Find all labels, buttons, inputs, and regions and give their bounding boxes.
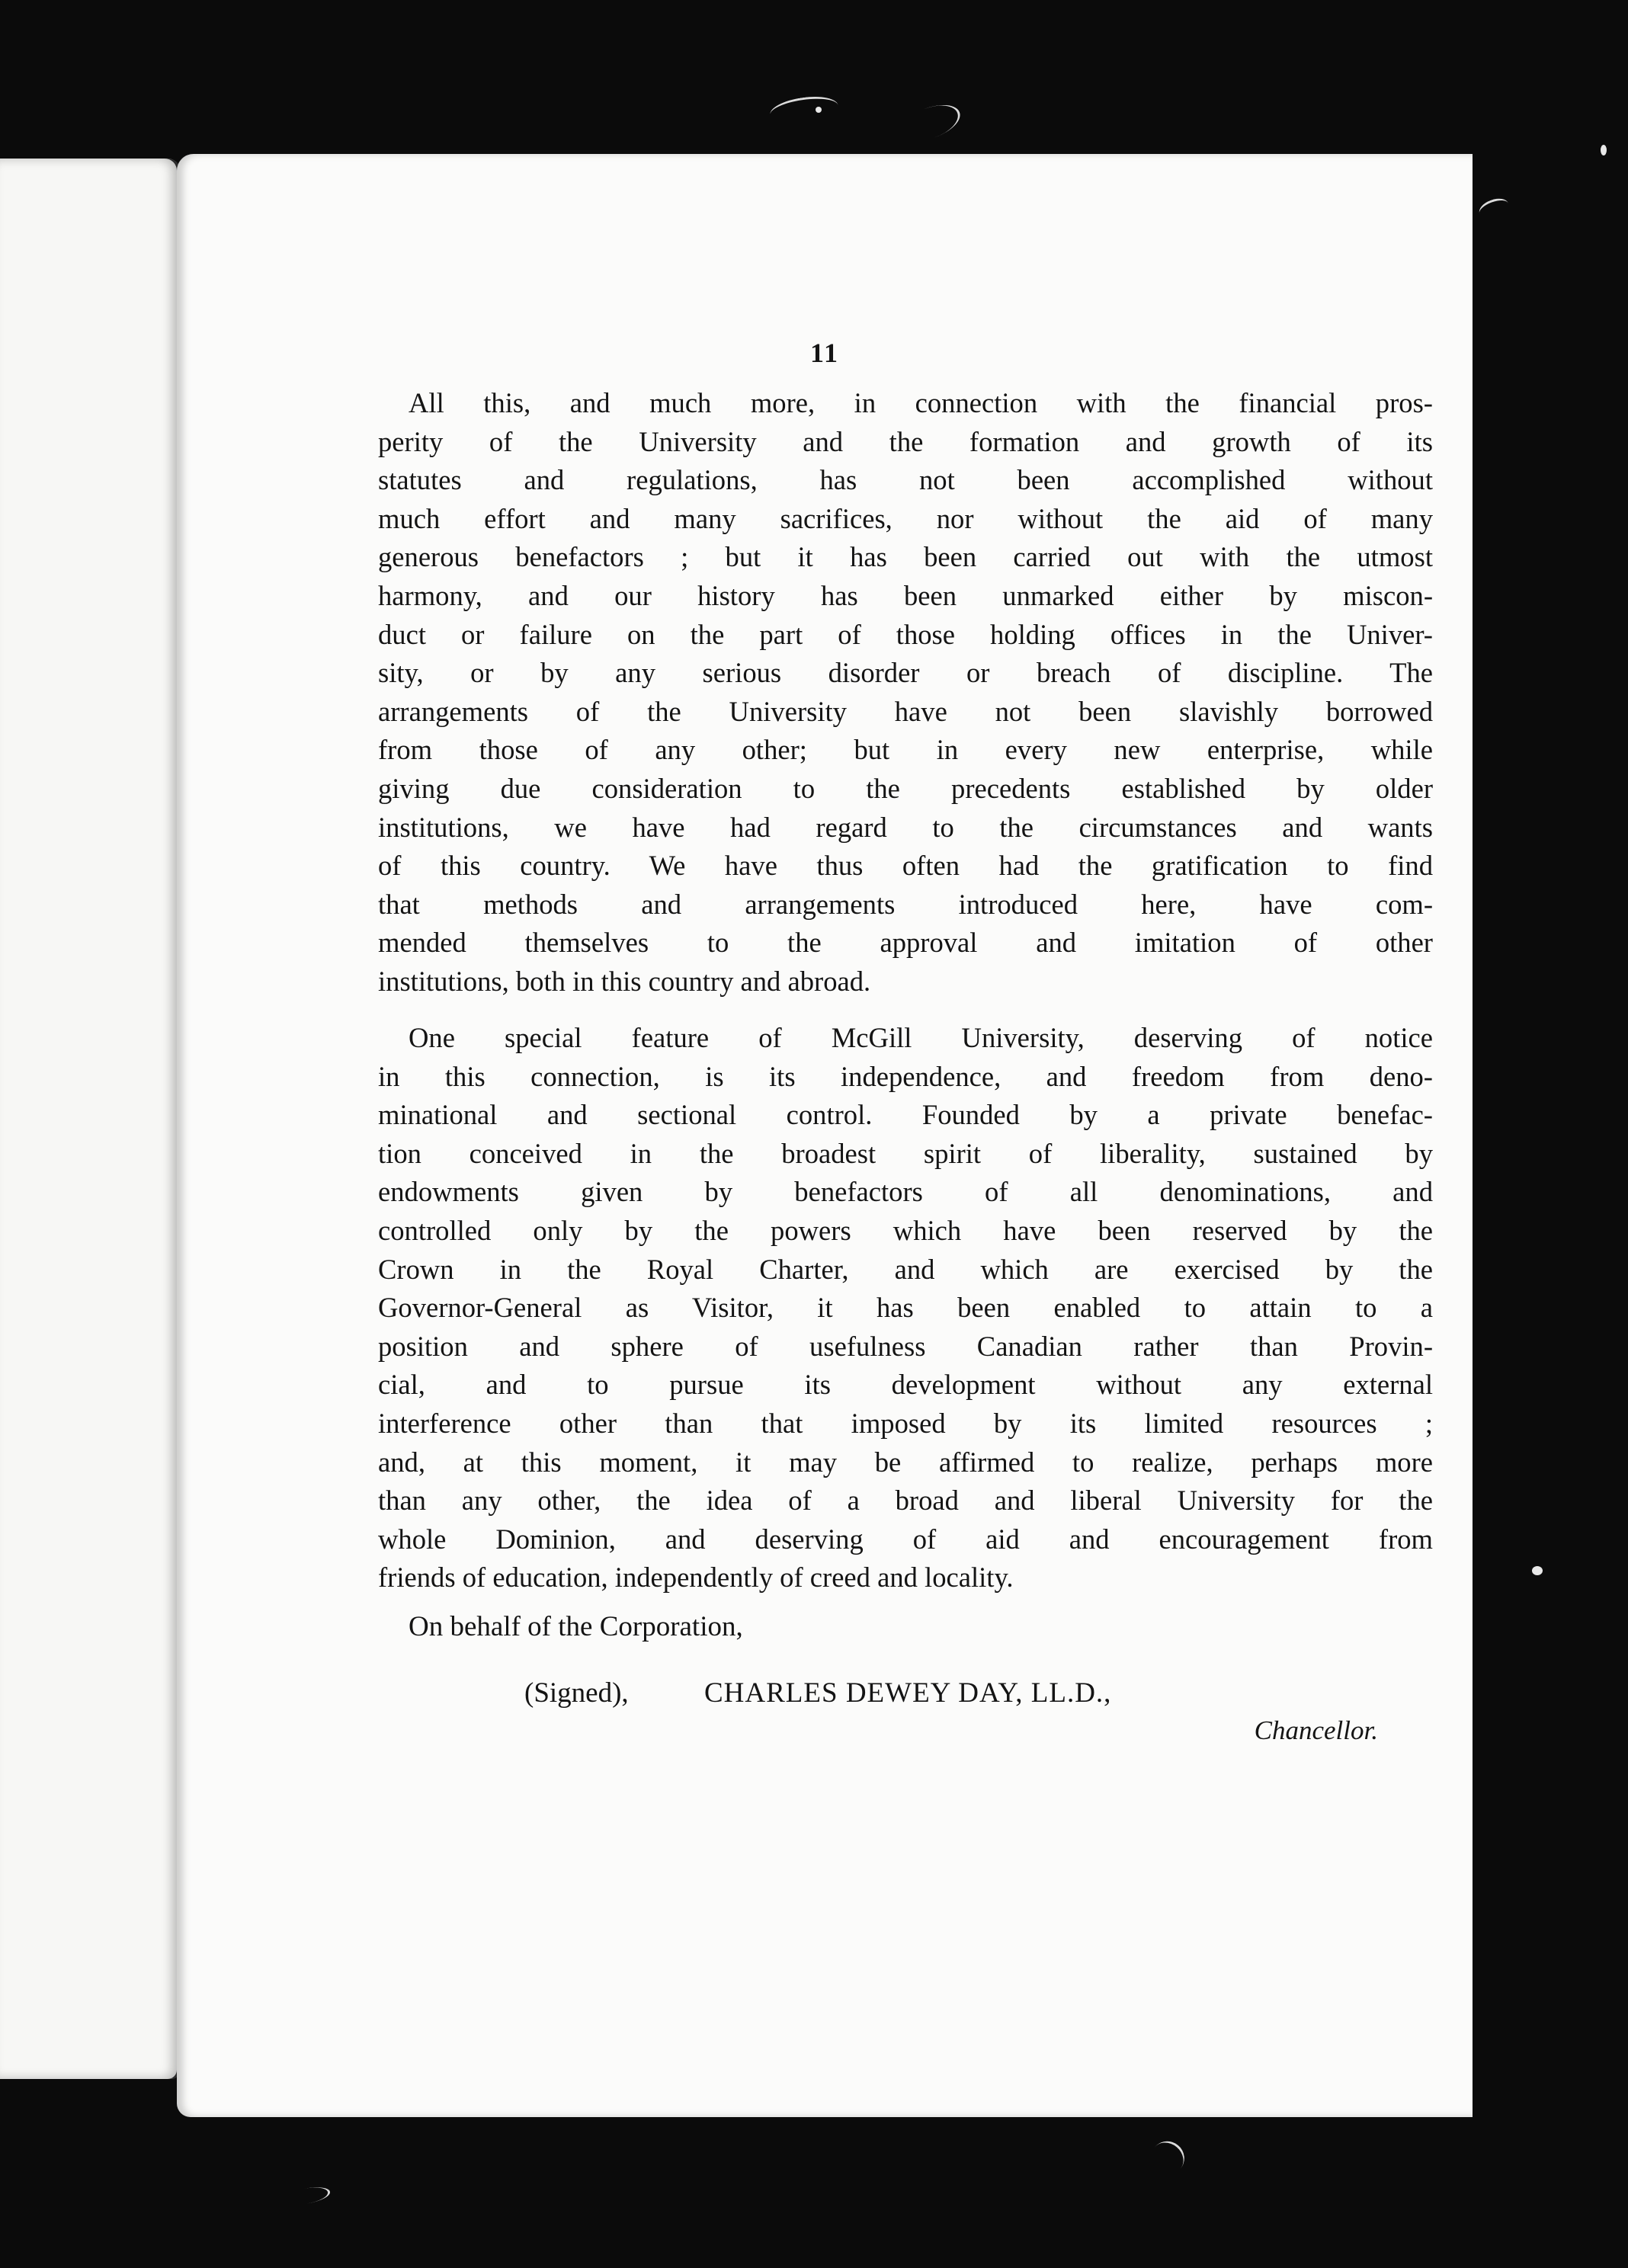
scan-scratch [895,98,965,149]
text-line: in this connection, is its independence, and freedom from deno- [378,1060,1433,1092]
text-line: mended themselves to the approval and imitation of other [378,927,1433,959]
text-line: sity, or by any serious disorder or breach of discipline. The [378,657,1433,689]
signatory-name: CHARLES DEWEY DAY, LL.D., [704,1677,1112,1709]
scan-scratch [1476,195,1511,222]
text-line: tion conceived in the broadest spirit of liberality, sustained by [378,1137,1433,1169]
text-line: statutes and regulations, has not been accomplished without [378,464,1433,496]
text-line: controlled only by the powers which have been reserved by the [378,1214,1433,1246]
closing-line: On behalf of the Corporation, [409,1611,743,1642]
text-line: All this, and much more, in connection with the financial pros- [409,387,1433,418]
text-line: than any other, the idea of a broad and liberal University for the [378,1485,1433,1517]
page-number: 11 [809,338,839,368]
text-line: whole Dominion, and deserving of aid and encouragement from [378,1523,1433,1555]
text-line: cial, and to pursue its development without any external [378,1369,1433,1401]
signatory-title: Chancellor. [1254,1715,1378,1745]
scan-scratch [1144,2135,1191,2181]
scan-speck [1532,1566,1543,1575]
scan-scratch [281,2184,332,2208]
scan-scratch [768,93,840,127]
text-line: much effort and many sacrifices, nor without the aid of many [378,502,1433,534]
text-line: arrangements of the University have not been slavishly borrowed [378,695,1433,727]
signed-label: (Signed), [524,1677,629,1709]
text-line: from those of any other; but in every new enterprise, while [378,734,1433,766]
scan-speck [1601,145,1607,155]
text-line: harmony, and our history has been unmarked either by miscon- [378,579,1433,611]
text-line: One special feature of McGill University, deserving of notice [409,1022,1433,1053]
text-line: position and sphere of usefulness Canadian rather than Provin- [378,1330,1433,1362]
text-line: Governor-General as Visitor, it has been enabled to attain to a [378,1292,1433,1324]
text-line: perity of the University and the formation and growth of its [378,425,1433,457]
text-line: institutions, we have had regard to the circumstances and wants [378,811,1433,843]
text-line: interference other than that imposed by its limited resources ; [378,1407,1433,1439]
text-line: friends of education, independently of creed and locality. [378,1562,1014,1594]
text-line: institutions, both in this country and abroad. [378,965,871,997]
text-line: minational and sectional control. Founded by a private benefac- [378,1099,1433,1131]
paragraph-2 [378,1019,1433,1597]
text-line: duct or failure on the part of those holding offices in the Univer- [378,618,1433,650]
text-line: giving due consideration to the precedents established by older [378,772,1433,804]
text-line: endowments given by benefactors of all denominations, and [378,1176,1433,1208]
paragraph-1 [378,384,1433,1001]
signature-line [524,1677,1111,1709]
left-page-edge [0,159,180,2079]
scan-speck [816,107,822,113]
text-line: and, at this moment, it may be affirmed to realize, perhaps more [378,1446,1433,1478]
document-page [177,154,1473,2117]
text-line: that methods and arrangements introduced here, have com- [378,888,1433,920]
text-line: of this country. We have thus often had the gratification to find [378,850,1433,882]
text-line: generous benefactors ; but it has been carried out with the utmost [378,541,1433,573]
text-line: Crown in the Royal Charter, and which are exercised by the [378,1253,1433,1285]
